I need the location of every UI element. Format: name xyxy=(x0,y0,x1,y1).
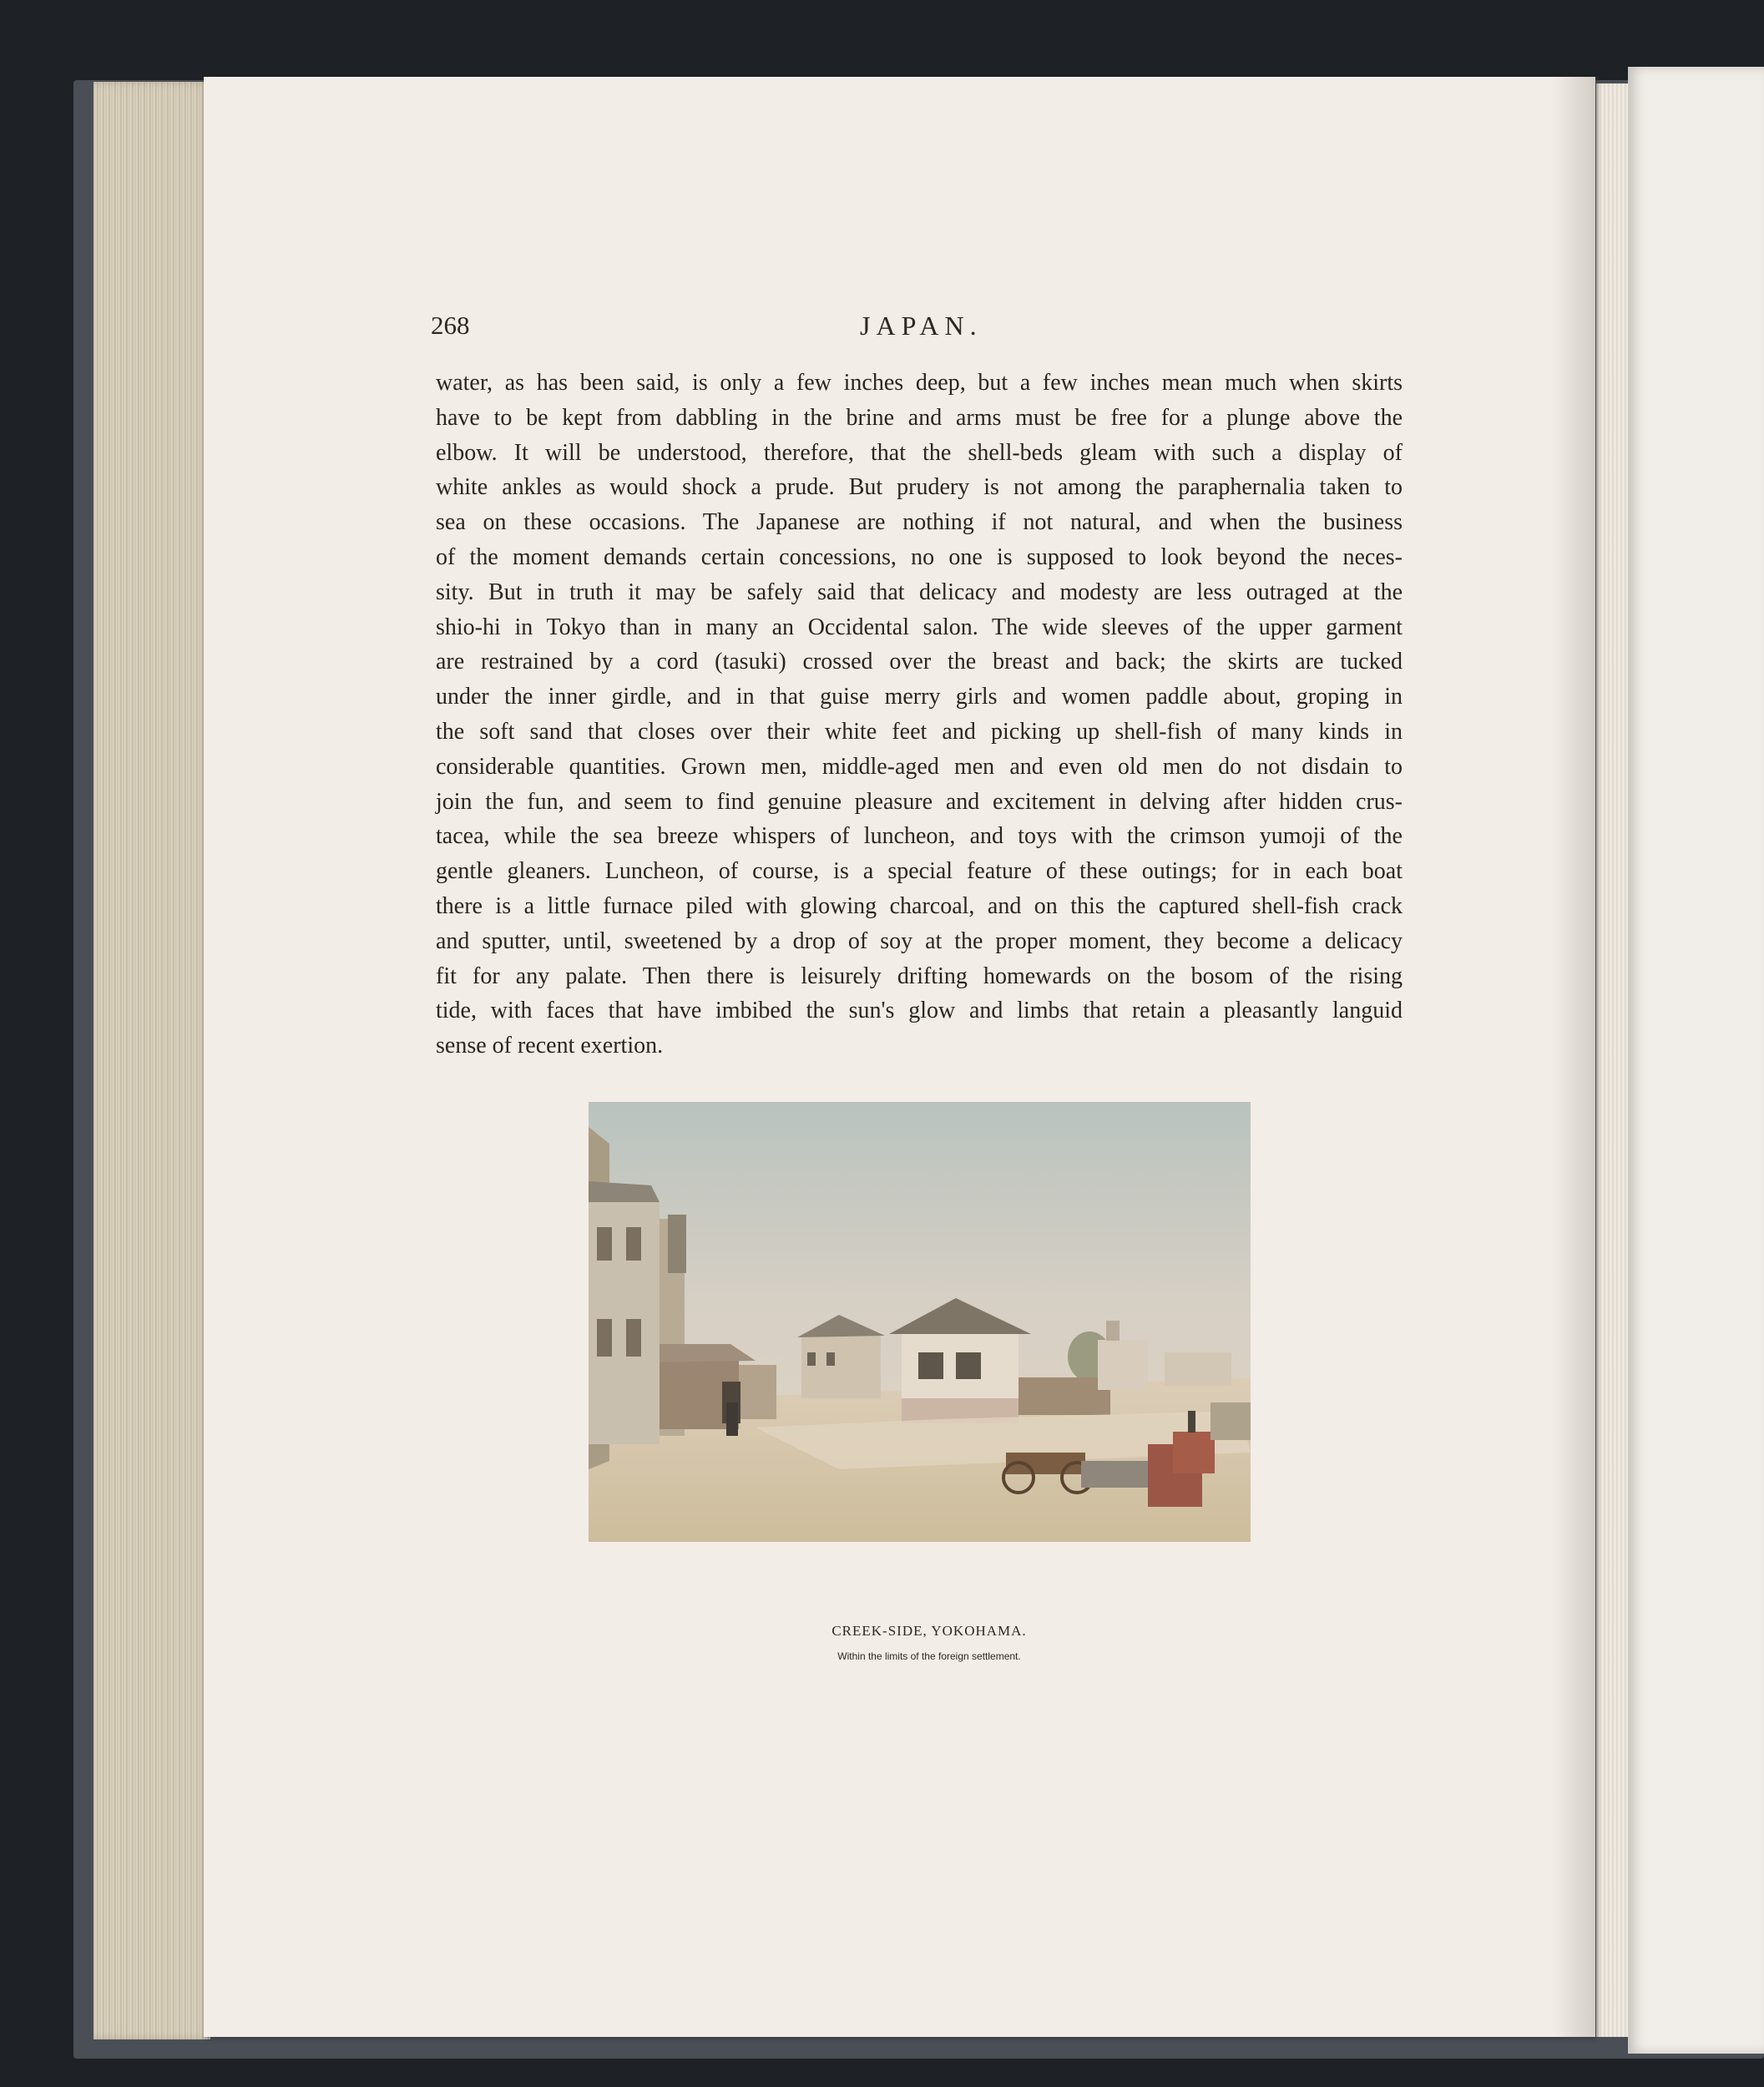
text-line: tide, with faces that have imbibed the sun's glow and limbs that retain a pleasantly languid xyxy=(436,998,1403,1024)
photo-caption-subtitle: Within the limits of the foreign settlement. xyxy=(837,1650,1021,1662)
photo-caption-title: CREEK-SIDE, YOKOHAMA. xyxy=(831,1623,1027,1639)
text-line: under the inner girdle, and in that guise merry girls and women paddle about, groping in xyxy=(436,684,1403,710)
text-line: and sputter, until, sweetened by a drop of soy at the proper moment, they become a delicacy xyxy=(436,927,1403,954)
text-line: water, as has been said, is only a few inches deep, but a few inches mean much when skirts xyxy=(436,370,1403,396)
gutter-shadow xyxy=(1553,77,1599,2037)
text-line: sity. But in truth it may be safely said that delicacy and modesty are less outraged at the xyxy=(436,579,1403,605)
running-head xyxy=(0,311,1764,352)
text-line: of the moment demands certain concessions, no one is supposed to look beyond the neces- xyxy=(436,543,1403,570)
text-line: tacea, while the sea breeze whispers of luncheon, and toys with the crimson yumoji of the xyxy=(436,823,1403,850)
text-line: elbow. It will be understood, therefore, that the shell-beds gleam with such a display of xyxy=(436,439,1403,466)
page-edges-right xyxy=(1596,83,1631,2037)
text-line: fit for any palate. Then there is leisurely drifting homewards on the bosom of the rising xyxy=(436,963,1403,989)
text-line: have to be kept from dabbling in the brine and arms must be free for a plunge above the xyxy=(436,404,1403,431)
text-line: are restrained by a cord (tasuki) crossed over the breast and back; the skirts are tucked xyxy=(436,649,1403,675)
text-line: join the fun, and seem to find genuine pleasure and excitement in delving after hidden crus- xyxy=(436,788,1403,815)
page-number: 268 xyxy=(431,311,470,340)
body-text xyxy=(436,366,1403,1064)
text-line: white ankles as would shock a prude. But prudery is not among the paraphernalia taken to xyxy=(436,474,1403,501)
text-line: shio-hi in Tokyo than in many an Occidental salon. The wide sleeves of the upper garment xyxy=(436,614,1403,640)
text-line: sea on these occasions. The Japanese are nothing if not natural, and when the business xyxy=(436,509,1403,536)
text-line: considerable quantities. Grown men, middle-aged men and even old men do not disdain to xyxy=(436,753,1403,780)
text-line: sense of recent exertion. xyxy=(436,1033,664,1059)
page-title: JAPAN. xyxy=(860,311,983,341)
text-line: gentle gleaners. Luncheon, of course, is a special feature of these outings; for in each boat xyxy=(436,858,1403,885)
facing-page xyxy=(1628,67,1764,2054)
page-edges-left xyxy=(94,82,210,2039)
text-line: the soft sand that closes over their white feet and picking up shell-fish of many kinds in xyxy=(436,718,1403,745)
photograph-creek-side xyxy=(589,1102,1251,1542)
text-line: there is a little furnace piled with glowing charcoal, and on this the captured shell-fish crack xyxy=(436,892,1403,919)
